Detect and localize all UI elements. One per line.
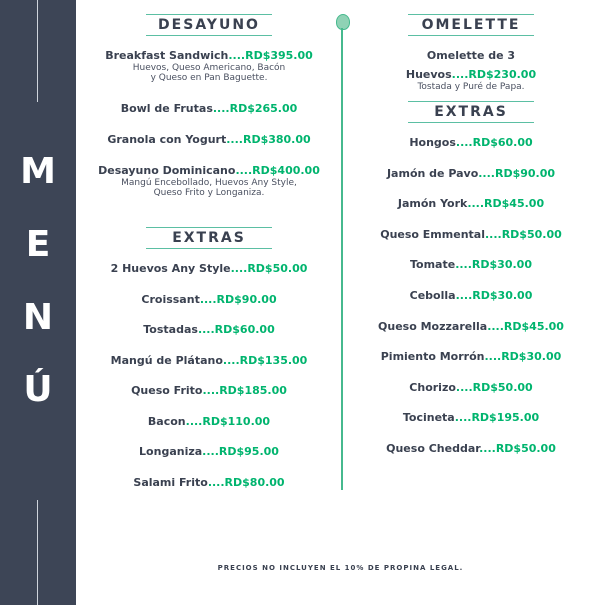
menu-item: [96, 379, 322, 398]
item-dots: ....: [199, 293, 217, 306]
extras-right-list: [360, 0, 582, 605]
item-name: Granola con Yogurt: [107, 133, 227, 146]
item-dots: ....: [479, 442, 496, 455]
extras-right-title: EXTRAS: [408, 101, 534, 123]
menu-letter-u: Ú: [23, 369, 53, 410]
menu-item: [360, 223, 582, 242]
menu-item: [96, 410, 322, 429]
item-price: RD$60.00: [472, 136, 533, 149]
item-price: RD$395.00: [245, 49, 313, 62]
item-price: RD$50.00: [495, 442, 556, 455]
item-price: RD$265.00: [229, 102, 298, 115]
item-price: RD$195.00: [471, 411, 540, 424]
item-dots: ....: [212, 102, 230, 115]
menu-item: [360, 284, 582, 303]
item-name: Pimiento Morrón: [380, 350, 485, 363]
item-price: RD$45.00: [484, 197, 545, 210]
item-dots: ....: [235, 164, 253, 177]
item-description: Tostada y Puré de Papa.: [417, 82, 525, 92]
item-price: RD$45.00: [503, 320, 564, 333]
menu-item: [360, 131, 582, 150]
item-dots: ....: [467, 197, 485, 210]
item-name: Mangú de Plátano: [110, 354, 223, 367]
footer-note: PRECIOS NO INCLUYEN EL 10% DE PROPINA LEGAL.: [217, 564, 464, 572]
menu-item: [96, 318, 322, 337]
menu-item: [96, 257, 322, 276]
item-price: RD$400.00: [252, 164, 320, 177]
menu-letter-n: N: [22, 297, 54, 338]
item-name: Queso Mozzarella: [378, 320, 488, 333]
item-name: Queso Cheddar: [386, 442, 480, 455]
item-dots: ....: [207, 476, 225, 489]
item-dots: ....: [226, 133, 243, 146]
item-price: RD$90.00: [216, 293, 277, 306]
omelette-title: OMELETTE: [408, 14, 534, 36]
item-name: Tomate: [410, 258, 456, 271]
item-name: Omelette de 3 Huevos: [405, 49, 516, 81]
item-price: RD$50.00: [247, 262, 308, 275]
item-name: Jamón de Pavo: [386, 167, 479, 180]
menu-item: [360, 406, 582, 425]
item-name: Salami Frito: [133, 476, 208, 489]
menu-item: [96, 440, 322, 459]
item-dots: ....: [484, 228, 502, 241]
item-name: Chorizo: [409, 381, 456, 394]
item-dots: ....: [222, 354, 240, 367]
item-dots: ....: [455, 289, 473, 302]
item-dots: ....: [487, 320, 504, 333]
item-name: Croissant: [141, 293, 200, 306]
item-description: Mangú Encebollado, Huevos Any Style, Queso Frito y Longaniza.: [121, 178, 297, 198]
item-dots: ....: [197, 323, 215, 336]
item-dots: ....: [484, 350, 502, 363]
item-name: Bacon: [147, 415, 186, 428]
item-name: Jamón York: [397, 197, 468, 210]
item-name: Tostadas: [143, 323, 198, 336]
item-description: Huevos, Queso Americano, Bacón y Queso en Pan Baguette.: [132, 63, 286, 83]
item-name: 2 Huevos Any Style: [110, 262, 231, 275]
item-name: Tocineta: [402, 411, 455, 424]
item-name: Queso Emmental: [380, 228, 485, 241]
item-dots: ....: [451, 68, 469, 81]
menu-item: [360, 162, 582, 181]
item-price: RD$110.00: [202, 415, 271, 428]
item-dots: ....: [478, 167, 495, 180]
item-price: RD$230.00: [468, 68, 537, 81]
item-dots: ....: [185, 415, 203, 428]
menu-item: [360, 437, 582, 456]
item-dots: ....: [454, 411, 472, 424]
item-price: RD$80.00: [224, 476, 285, 489]
item-dots: ....: [455, 258, 472, 271]
item-name: Cebolla: [409, 289, 456, 302]
menu-item: [96, 349, 322, 368]
menu-letter-m: M: [20, 151, 56, 192]
extras-left-list: [96, 0, 322, 605]
menu-item: [96, 288, 322, 307]
item-dots: ....: [202, 384, 220, 397]
item-price: RD$30.00: [472, 289, 533, 302]
item-price: RD$50.00: [501, 228, 562, 241]
item-price: RD$30.00: [471, 258, 532, 271]
item-price: RD$135.00: [239, 354, 308, 367]
menu-item: [360, 253, 582, 272]
item-price: RD$185.00: [219, 384, 287, 397]
desayuno-title: DESAYUNO: [146, 14, 272, 36]
menu-item: [360, 376, 582, 395]
item-dots: ....: [455, 381, 473, 394]
item-price: RD$50.00: [472, 381, 533, 394]
item-name: Breakfast Sandwich: [105, 49, 229, 62]
item-name: Hongos: [409, 136, 456, 149]
sidebar: [0, 0, 76, 605]
item-price: RD$60.00: [214, 323, 275, 336]
menu-item: [360, 315, 582, 334]
item-dots: ....: [202, 445, 219, 458]
menu-item: [96, 471, 322, 490]
item-price: RD$90.00: [494, 167, 556, 180]
item-dots: ....: [228, 49, 246, 62]
item-name: Bowl de Frutas: [120, 102, 213, 115]
menu-letter-e: E: [25, 224, 51, 265]
item-dots: ....: [455, 136, 473, 149]
item-price: RD$380.00: [242, 133, 311, 146]
menu-item: [360, 345, 582, 364]
item-name: Longaniza: [139, 445, 203, 458]
menu-item: [360, 192, 582, 211]
item-price: RD$30.00: [501, 350, 562, 363]
item-name: Queso Frito: [131, 384, 203, 397]
divider-dot-icon: [336, 14, 350, 30]
extras-left-title: EXTRAS: [146, 227, 272, 249]
sidebar-line-bottom: [37, 500, 38, 605]
sidebar-line-top: [37, 0, 38, 102]
column-divider: [341, 28, 343, 490]
item-price: RD$95.00: [218, 445, 279, 458]
item-dots: ....: [230, 262, 248, 275]
item-name: Desayuno Dominicano: [98, 164, 236, 177]
